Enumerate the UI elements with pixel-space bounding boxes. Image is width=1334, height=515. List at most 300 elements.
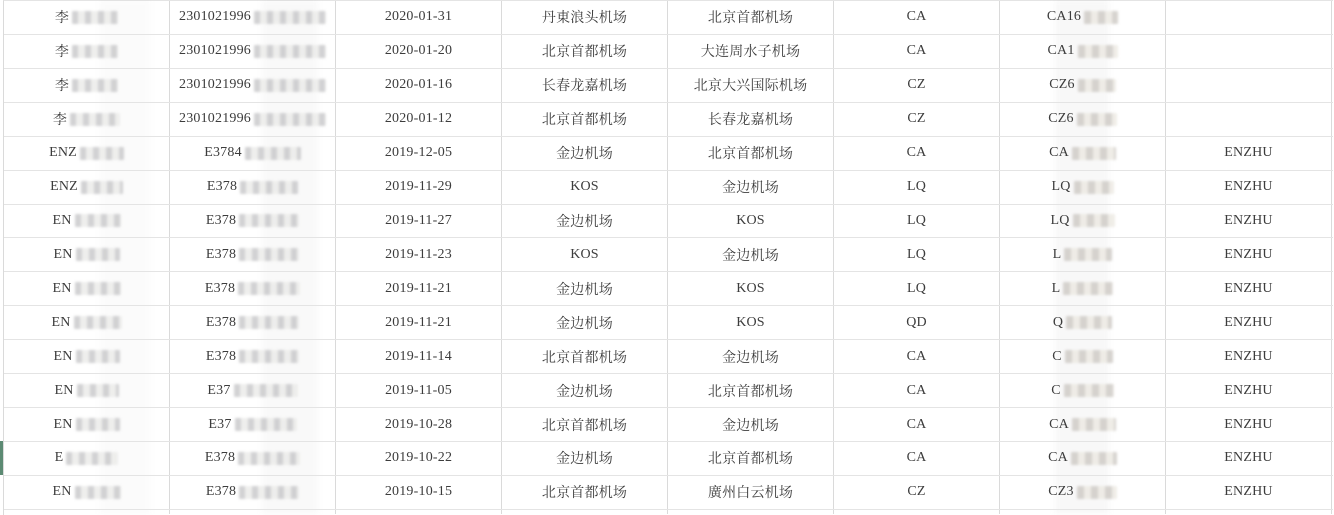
cell-airline-code[interactable] xyxy=(834,476,1000,509)
name-pinyin-text: ENZHU xyxy=(1224,246,1273,262)
departure-airport-text: 北京首都机场 xyxy=(541,113,628,129)
name-pinyin-text: ENZHU xyxy=(1224,416,1273,432)
name-redaction-mosaic xyxy=(80,147,124,160)
cell-name[interactable] xyxy=(4,238,170,271)
table-row xyxy=(4,272,1333,306)
cell-name-pinyin[interactable] xyxy=(1166,69,1332,102)
cell-arrival-airport[interactable] xyxy=(668,442,834,475)
cell-arrival-airport[interactable] xyxy=(668,238,834,271)
flight-redaction-mosaic xyxy=(1074,181,1114,194)
table-row xyxy=(4,137,1333,171)
cell-name-pinyin[interactable] xyxy=(1166,171,1332,204)
departure-airport-text: 北京首都机场 xyxy=(541,350,628,366)
cell-id-number[interactable] xyxy=(170,35,336,68)
name-redaction-mosaic xyxy=(81,181,123,194)
table-row xyxy=(4,408,1333,442)
name-pinyin-text: ENZHU xyxy=(1224,348,1273,364)
airline-code-text: CZ xyxy=(907,484,926,500)
cell-empty[interactable] xyxy=(834,510,1000,514)
cell-departure-airport[interactable] xyxy=(502,476,668,509)
flight-number-text: CA1 xyxy=(1047,43,1075,59)
cell-flight-number[interactable] xyxy=(1000,1,1166,34)
id-redaction-mosaic xyxy=(235,418,297,431)
cell-name-pinyin[interactable] xyxy=(1166,35,1332,68)
cell-name[interactable] xyxy=(4,171,170,204)
cell-name-pinyin[interactable] xyxy=(1166,476,1332,509)
name-text: ENZ xyxy=(50,179,78,195)
table-row xyxy=(4,374,1333,408)
cell-flight-number[interactable] xyxy=(1000,69,1166,102)
name-redaction-mosaic xyxy=(66,452,118,465)
cell-date[interactable] xyxy=(336,340,502,373)
departure-airport-text: 金边机场 xyxy=(556,214,613,230)
flight-redaction-mosaic xyxy=(1071,452,1117,465)
flight-number-text: CA xyxy=(1049,145,1069,161)
cell-id-number[interactable] xyxy=(170,205,336,238)
flight-redaction-mosaic xyxy=(1065,350,1113,363)
id-number-text: 2301021996 xyxy=(179,111,251,127)
cell-arrival-airport[interactable] xyxy=(668,476,834,509)
cell-id-number[interactable] xyxy=(170,171,336,204)
name-text: EN xyxy=(54,382,74,398)
cell-date[interactable] xyxy=(336,1,502,34)
name-text: 李 xyxy=(52,113,68,129)
name-redaction-mosaic xyxy=(72,11,118,24)
flight-redaction-mosaic xyxy=(1063,282,1113,295)
id-number-text: E378 xyxy=(206,179,238,195)
cell-airline-code[interactable] xyxy=(834,238,1000,271)
date-text: 2019-10-15 xyxy=(384,484,453,500)
airline-code-text: QD xyxy=(906,314,927,330)
cell-airline-code[interactable] xyxy=(834,69,1000,102)
departure-airport-text: 北京首都机场 xyxy=(541,45,628,61)
id-number-text: E378 xyxy=(205,246,237,262)
departure-airport-text: 丹東浪头机场 xyxy=(541,11,628,27)
departure-airport-text: 金边机场 xyxy=(556,147,613,163)
cell-arrival-airport[interactable] xyxy=(668,69,834,102)
cell-empty[interactable] xyxy=(1166,510,1332,514)
cell-arrival-airport[interactable] xyxy=(668,137,834,170)
cell-arrival-airport[interactable] xyxy=(668,408,834,441)
name-pinyin-text: ENZHU xyxy=(1224,382,1273,398)
cell-arrival-airport[interactable] xyxy=(668,205,834,238)
cell-date[interactable] xyxy=(336,238,502,271)
cell-date[interactable] xyxy=(336,103,502,136)
table-row xyxy=(4,205,1333,239)
cell-departure-airport[interactable] xyxy=(502,1,668,34)
flight-redaction-mosaic xyxy=(1078,45,1118,58)
cell-id-number[interactable] xyxy=(170,306,336,339)
name-redaction-mosaic xyxy=(77,384,119,397)
cell-airline-code[interactable] xyxy=(834,35,1000,68)
cell-flight-number[interactable] xyxy=(1000,272,1166,305)
flight-number-text: Q xyxy=(1052,314,1064,330)
id-number-text: 2301021996 xyxy=(179,77,251,93)
cell-id-number[interactable] xyxy=(170,340,336,373)
cell-departure-airport[interactable] xyxy=(502,205,668,238)
flight-records-table xyxy=(3,0,1333,515)
cell-id-number[interactable] xyxy=(170,476,336,509)
cell-name-pinyin[interactable] xyxy=(1166,103,1332,136)
name-text: EN xyxy=(53,416,73,432)
id-number-text: E378 xyxy=(205,212,237,228)
cell-name-pinyin[interactable] xyxy=(1166,238,1332,271)
cell-flight-number[interactable] xyxy=(1000,340,1166,373)
cell-airline-code[interactable] xyxy=(834,205,1000,238)
table-row xyxy=(4,171,1333,205)
date-text: 2019-11-21 xyxy=(385,280,452,296)
name-pinyin-text: ENZHU xyxy=(1224,212,1273,228)
name-text: EN xyxy=(52,484,72,500)
flight-redaction-mosaic xyxy=(1072,418,1116,431)
date-text: 2020-01-31 xyxy=(384,9,453,25)
cell-name-pinyin[interactable] xyxy=(1166,137,1332,170)
cell-name-pinyin[interactable] xyxy=(1166,374,1332,407)
flight-number-text: CZ6 xyxy=(1049,77,1075,93)
id-redaction-mosaic xyxy=(239,350,299,363)
departure-airport-text: 金边机场 xyxy=(556,452,613,468)
cell-date[interactable] xyxy=(336,171,502,204)
arrival-airport-text: 金边机场 xyxy=(722,350,779,366)
airline-code-text: CA xyxy=(906,382,927,398)
cell-flight-number[interactable] xyxy=(1000,442,1166,475)
airline-code-text: CA xyxy=(906,416,927,432)
airline-code-text: CA xyxy=(906,43,927,59)
cell-name[interactable] xyxy=(4,408,170,441)
cell-flight-number[interactable] xyxy=(1000,205,1166,238)
cell-id-number[interactable] xyxy=(170,137,336,170)
cell-empty[interactable] xyxy=(4,510,170,514)
cell-arrival-airport[interactable] xyxy=(668,103,834,136)
name-text: 李 xyxy=(54,45,70,61)
id-number-text: E3784 xyxy=(204,145,242,161)
arrival-airport-text: KOS xyxy=(736,314,765,330)
name-redaction-mosaic xyxy=(75,282,121,295)
cell-date[interactable] xyxy=(336,442,502,475)
id-redaction-mosaic xyxy=(254,79,326,92)
flight-redaction-mosaic xyxy=(1084,11,1118,24)
cell-departure-airport[interactable] xyxy=(502,171,668,204)
date-text: 2020-01-12 xyxy=(384,111,453,127)
cell-empty[interactable] xyxy=(502,510,668,514)
row-selection-indicator xyxy=(0,441,3,475)
airline-code-text: CZ xyxy=(907,111,926,127)
cell-name[interactable] xyxy=(4,306,170,339)
cell-departure-airport[interactable] xyxy=(502,374,668,407)
cell-departure-airport[interactable] xyxy=(502,35,668,68)
cell-departure-airport[interactable] xyxy=(502,272,668,305)
cell-departure-airport[interactable] xyxy=(502,137,668,170)
id-redaction-mosaic xyxy=(240,181,298,194)
id-redaction-mosaic xyxy=(234,384,298,397)
cell-flight-number[interactable] xyxy=(1000,306,1166,339)
flight-redaction-mosaic xyxy=(1073,214,1115,227)
table-row xyxy=(4,476,1333,510)
cell-flight-number[interactable] xyxy=(1000,374,1166,407)
cell-name[interactable] xyxy=(4,1,170,34)
table-row xyxy=(4,1,1333,35)
id-redaction-mosaic xyxy=(245,147,301,160)
airline-code-text: LQ xyxy=(906,212,927,228)
cell-name-pinyin[interactable] xyxy=(1166,272,1332,305)
flight-number-text: C xyxy=(1051,382,1061,398)
name-redaction-mosaic xyxy=(76,350,120,363)
cell-date[interactable] xyxy=(336,476,502,509)
departure-airport-text: 金边机场 xyxy=(556,282,613,298)
name-redaction-mosaic xyxy=(74,316,122,329)
id-number-text: E37 xyxy=(207,382,231,398)
date-text: 2019-11-23 xyxy=(385,246,452,262)
name-redaction-mosaic xyxy=(75,214,121,227)
airline-code-text: LQ xyxy=(906,280,927,296)
name-text: ENZ xyxy=(49,145,77,161)
cell-id-number[interactable] xyxy=(170,103,336,136)
departure-airport-text: KOS xyxy=(570,179,599,195)
arrival-airport-text: KOS xyxy=(736,280,765,296)
name-pinyin-text: ENZHU xyxy=(1224,179,1273,195)
airline-code-text: CA xyxy=(906,9,927,25)
flight-number-text: CZ6 xyxy=(1048,111,1074,127)
id-redaction-mosaic xyxy=(239,316,299,329)
cell-id-number[interactable] xyxy=(170,408,336,441)
departure-airport-text: 北京首都机场 xyxy=(541,418,628,434)
cell-arrival-airport[interactable] xyxy=(668,272,834,305)
cell-airline-code[interactable] xyxy=(834,171,1000,204)
cell-name[interactable] xyxy=(4,137,170,170)
cell-name[interactable] xyxy=(4,205,170,238)
airline-code-text: CA xyxy=(906,145,927,161)
cell-departure-airport[interactable] xyxy=(502,238,668,271)
cell-departure-airport[interactable] xyxy=(502,340,668,373)
departure-airport-text: 金边机场 xyxy=(556,316,613,332)
cell-arrival-airport[interactable] xyxy=(668,374,834,407)
flight-redaction-mosaic xyxy=(1064,248,1112,261)
cell-airline-code[interactable] xyxy=(834,408,1000,441)
cell-empty[interactable] xyxy=(1000,510,1166,514)
arrival-airport-text: 大连周水子机场 xyxy=(700,45,801,61)
cell-date[interactable] xyxy=(336,69,502,102)
cell-name-pinyin[interactable] xyxy=(1166,306,1332,339)
cell-name[interactable] xyxy=(4,103,170,136)
cell-flight-number[interactable] xyxy=(1000,103,1166,136)
cell-date[interactable] xyxy=(336,306,502,339)
cell-arrival-airport[interactable] xyxy=(668,1,834,34)
arrival-airport-text: 金边机场 xyxy=(722,418,779,434)
name-text: EN xyxy=(53,246,73,262)
flight-redaction-mosaic xyxy=(1077,113,1117,126)
name-redaction-mosaic xyxy=(76,418,120,431)
flight-table-body xyxy=(4,1,1333,510)
name-pinyin-text: ENZHU xyxy=(1224,484,1273,500)
id-redaction-mosaic xyxy=(254,11,326,24)
table-row xyxy=(4,340,1333,374)
name-text: E xyxy=(54,450,64,466)
date-text: 2020-01-20 xyxy=(384,43,453,59)
id-number-text: E378 xyxy=(204,450,236,466)
name-redaction-mosaic xyxy=(70,113,120,126)
arrival-airport-text: 北京首都机场 xyxy=(707,11,794,27)
cell-name[interactable] xyxy=(4,442,170,475)
flight-number-text: CZ3 xyxy=(1048,484,1074,500)
cell-empty[interactable] xyxy=(668,510,834,514)
name-pinyin-text: ENZHU xyxy=(1224,280,1273,296)
cell-name-pinyin[interactable] xyxy=(1166,340,1332,373)
cell-id-number[interactable] xyxy=(170,442,336,475)
cell-empty[interactable] xyxy=(336,510,502,514)
airline-code-text: LQ xyxy=(906,246,927,262)
cell-departure-airport[interactable] xyxy=(502,408,668,441)
partial-row xyxy=(4,510,1333,514)
name-text: 李 xyxy=(54,79,70,95)
cell-name[interactable] xyxy=(4,374,170,407)
cell-date[interactable] xyxy=(336,272,502,305)
cell-airline-code[interactable] xyxy=(834,442,1000,475)
cell-airline-code[interactable] xyxy=(834,306,1000,339)
flight-number-text: CA16 xyxy=(1046,9,1082,25)
cell-flight-number[interactable] xyxy=(1000,476,1166,509)
flight-number-text: L xyxy=(1052,246,1062,262)
id-redaction-mosaic xyxy=(239,486,299,499)
arrival-airport-text: 北京首都机场 xyxy=(707,147,794,163)
arrival-airport-text: KOS xyxy=(736,212,765,228)
name-pinyin-text: ENZHU xyxy=(1224,450,1273,466)
cell-name[interactable] xyxy=(4,476,170,509)
cell-name[interactable] xyxy=(4,69,170,102)
airline-code-text: CA xyxy=(906,450,927,466)
date-text: 2019-11-05 xyxy=(385,382,452,398)
name-redaction-mosaic xyxy=(75,486,121,499)
cell-airline-code[interactable] xyxy=(834,272,1000,305)
cell-date[interactable] xyxy=(336,374,502,407)
cell-empty[interactable] xyxy=(170,510,336,514)
arrival-airport-text: 北京首都机场 xyxy=(707,452,794,468)
cell-arrival-airport[interactable] xyxy=(668,35,834,68)
id-number-text: E378 xyxy=(205,348,237,364)
flight-redaction-mosaic xyxy=(1077,486,1117,499)
date-text: 2019-11-14 xyxy=(385,348,452,364)
cell-flight-number[interactable] xyxy=(1000,35,1166,68)
cell-flight-number[interactable] xyxy=(1000,238,1166,271)
date-text: 2019-11-21 xyxy=(385,314,452,330)
cell-name[interactable] xyxy=(4,35,170,68)
cell-airline-code[interactable] xyxy=(834,340,1000,373)
arrival-airport-text: 北京首都机场 xyxy=(707,384,794,400)
id-redaction-mosaic xyxy=(239,214,299,227)
name-redaction-mosaic xyxy=(72,45,118,58)
cell-id-number[interactable] xyxy=(170,69,336,102)
cell-name[interactable] xyxy=(4,340,170,373)
id-redaction-mosaic xyxy=(239,248,299,261)
airline-code-text: LQ xyxy=(906,179,927,195)
arrival-airport-text: 金边机场 xyxy=(722,248,779,264)
date-text: 2019-10-22 xyxy=(384,450,453,466)
arrival-airport-text: 长春龙嘉机场 xyxy=(707,113,794,129)
cell-name[interactable] xyxy=(4,272,170,305)
id-redaction-mosaic xyxy=(254,45,326,58)
arrival-airport-text: 廣州白云机场 xyxy=(707,486,794,502)
id-number-text: E378 xyxy=(205,484,237,500)
cell-name-pinyin[interactable] xyxy=(1166,408,1332,441)
arrival-airport-text: 金边机场 xyxy=(722,181,779,197)
cell-id-number[interactable] xyxy=(170,374,336,407)
cell-departure-airport[interactable] xyxy=(502,306,668,339)
date-text: 2019-12-05 xyxy=(384,145,453,161)
cell-date[interactable] xyxy=(336,35,502,68)
cell-flight-number[interactable] xyxy=(1000,171,1166,204)
id-number-text: 2301021996 xyxy=(179,43,251,59)
table-row xyxy=(4,238,1333,272)
table-row xyxy=(4,103,1333,137)
cell-date[interactable] xyxy=(336,205,502,238)
arrival-airport-text: 北京大兴国际机场 xyxy=(693,79,808,95)
name-redaction-mosaic xyxy=(72,79,118,92)
id-redaction-mosaic xyxy=(238,282,300,295)
cell-flight-number[interactable] xyxy=(1000,137,1166,170)
name-text: 李 xyxy=(54,11,70,27)
table-row xyxy=(4,306,1333,340)
id-redaction-mosaic xyxy=(238,452,300,465)
flight-number-text: LQ xyxy=(1050,212,1070,228)
cell-airline-code[interactable] xyxy=(834,137,1000,170)
name-pinyin-text: ENZHU xyxy=(1224,145,1273,161)
cell-airline-code[interactable] xyxy=(834,103,1000,136)
cell-flight-number[interactable] xyxy=(1000,408,1166,441)
id-number-text: 2301021996 xyxy=(179,9,251,25)
departure-airport-text: 长春龙嘉机场 xyxy=(541,79,628,95)
flight-number-text: LQ xyxy=(1051,179,1071,195)
departure-airport-text: 北京首都机场 xyxy=(541,486,628,502)
cell-departure-airport[interactable] xyxy=(502,103,668,136)
flight-number-text: CA xyxy=(1048,450,1068,466)
date-text: 2019-11-27 xyxy=(385,212,452,228)
date-text: 2019-10-28 xyxy=(384,416,453,432)
departure-airport-text: 金边机场 xyxy=(556,384,613,400)
cell-date[interactable] xyxy=(336,408,502,441)
name-text: EN xyxy=(51,314,71,330)
cell-arrival-airport[interactable] xyxy=(668,171,834,204)
flight-number-text: L xyxy=(1051,280,1061,296)
cell-departure-airport[interactable] xyxy=(502,442,668,475)
cell-airline-code[interactable] xyxy=(834,374,1000,407)
departure-airport-text: KOS xyxy=(570,246,599,262)
name-text: EN xyxy=(52,280,72,296)
id-redaction-mosaic xyxy=(254,113,326,126)
flight-redaction-mosaic xyxy=(1066,316,1112,329)
cell-name-pinyin[interactable] xyxy=(1166,205,1332,238)
cell-arrival-airport[interactable] xyxy=(668,340,834,373)
name-pinyin-text: ENZHU xyxy=(1224,314,1273,330)
table-row xyxy=(4,442,1333,476)
date-text: 2020-01-16 xyxy=(384,77,453,93)
table-row xyxy=(4,35,1333,69)
id-number-text: E37 xyxy=(208,416,232,432)
cell-id-number[interactable] xyxy=(170,238,336,271)
cell-name-pinyin[interactable] xyxy=(1166,442,1332,475)
cell-id-number[interactable] xyxy=(170,1,336,34)
flight-number-text: CA xyxy=(1049,416,1069,432)
name-text: EN xyxy=(52,212,72,228)
id-number-text: E378 xyxy=(205,314,237,330)
cell-date[interactable] xyxy=(336,137,502,170)
flight-redaction-mosaic xyxy=(1072,147,1116,160)
cell-arrival-airport[interactable] xyxy=(668,306,834,339)
cell-id-number[interactable] xyxy=(170,272,336,305)
cell-name-pinyin[interactable] xyxy=(1166,1,1332,34)
cell-airline-code[interactable] xyxy=(834,1,1000,34)
cell-departure-airport[interactable] xyxy=(502,69,668,102)
flight-number-text: C xyxy=(1052,348,1062,364)
airline-code-text: CZ xyxy=(907,77,926,93)
